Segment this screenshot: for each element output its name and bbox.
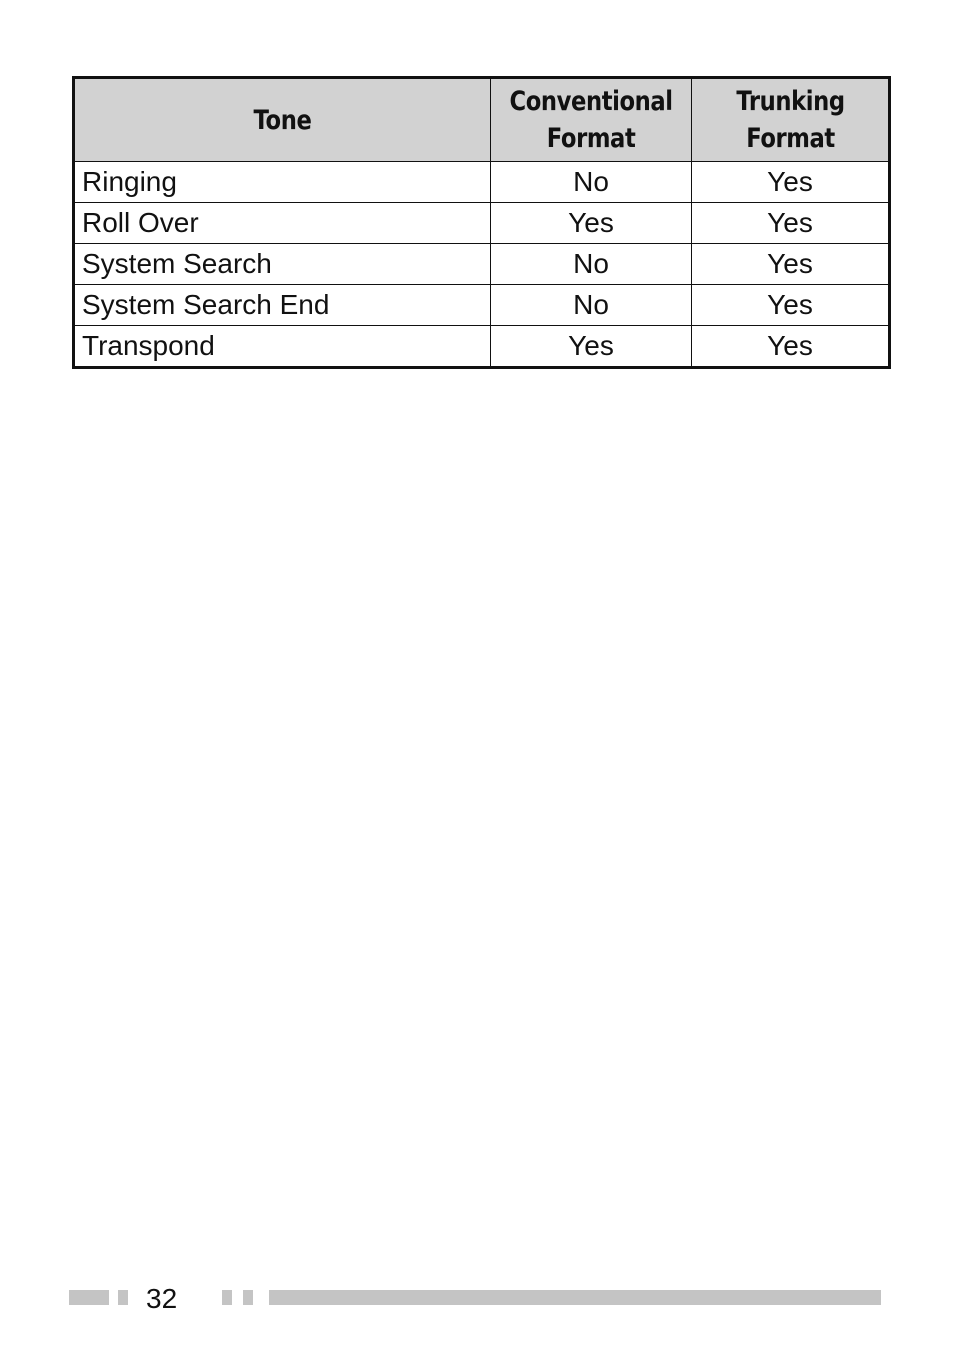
- header-trunking-format: Trunking Format: [692, 78, 890, 162]
- cell-conventional: No: [491, 244, 692, 285]
- cell-tone: System Search: [74, 244, 491, 285]
- page-footer: [0, 1283, 954, 1313]
- cell-tone: Transpond: [74, 326, 491, 368]
- cell-trunking: Yes: [692, 285, 890, 326]
- footer-bar-left-small: [118, 1290, 128, 1305]
- cell-trunking: Yes: [692, 203, 890, 244]
- cell-conventional: Yes: [491, 203, 692, 244]
- cell-tone: System Search End: [74, 285, 491, 326]
- cell-tone: Ringing: [74, 162, 491, 203]
- tone-format-table: [72, 76, 891, 369]
- cell-conventional: No: [491, 285, 692, 326]
- header-tone: Tone: [74, 78, 491, 162]
- cell-trunking: Yes: [692, 326, 890, 368]
- cell-trunking: Yes: [692, 162, 890, 203]
- table-header-row: [74, 78, 890, 162]
- footer-bar-left: [69, 1290, 109, 1305]
- cell-conventional: Yes: [491, 326, 692, 368]
- table-row: [74, 326, 890, 368]
- table-row: [74, 244, 890, 285]
- footer-bar-mid-2: [243, 1290, 253, 1305]
- footer-bar-mid-1: [222, 1290, 232, 1305]
- footer-bar-right: [269, 1290, 881, 1305]
- cell-conventional: No: [491, 162, 692, 203]
- page-number: 32: [146, 1283, 178, 1314]
- cell-tone: Roll Over: [74, 203, 491, 244]
- header-conventional-format: Conventional Format: [491, 78, 692, 162]
- table-row: [74, 162, 890, 203]
- table-row: [74, 203, 890, 244]
- table-row: [74, 285, 890, 326]
- cell-trunking: Yes: [692, 244, 890, 285]
